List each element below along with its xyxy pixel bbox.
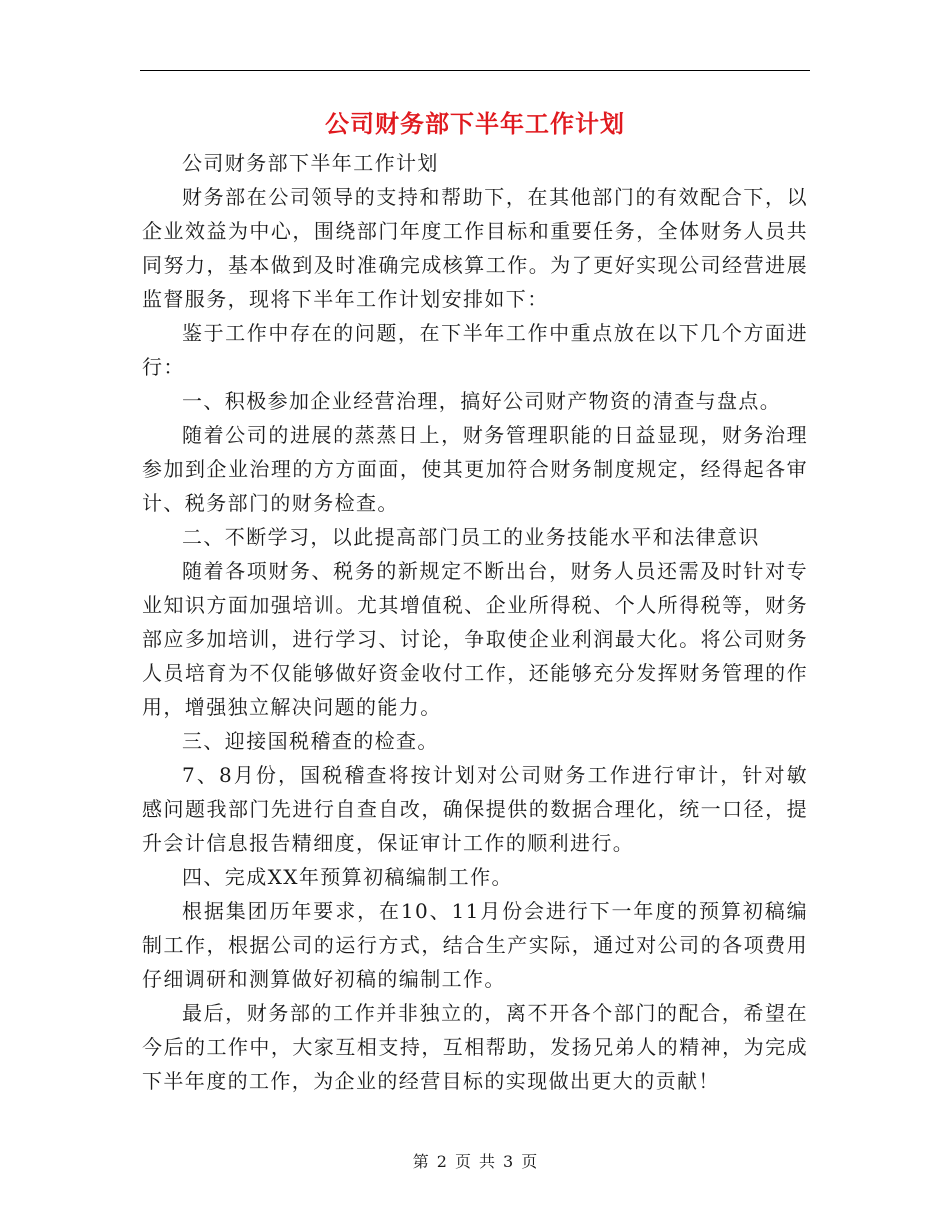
- document-title: 公司财务部下半年工作计划: [325, 109, 625, 138]
- footer-total-pages: 3: [503, 1152, 514, 1171]
- paragraph-section-3: 7、8月份，国税稽查将按计划对公司财务工作进行审计，针对敏感问题我部门先进行自查自改，确保提供的数据合理化，统一口径，提升会计信息报告精细度，保证审计工作的顺利进行。: [142, 763, 808, 855]
- paragraph-intro: 财务部在公司领导的支持和帮助下，在其他部门的有效配合下，以企业效益为中心，围绕部门年度工作目标和重要任务，全体财务人员共同努力，基本做到及时准确完成核算工作。为了更好实现公司经营进展监督服务，现将下半年工作计划安排如下：: [142, 185, 808, 311]
- footer-prefix: 第: [412, 1152, 429, 1171]
- section-heading-2: 二、不断学习，以此提高部门员工的业务技能水平和法律意识: [182, 525, 760, 549]
- footer-current-page: 2: [436, 1152, 447, 1171]
- paragraph-conclusion: 最后，财务部的工作并非独立的，离不开各个部门的配合，希望在今后的工作中，大家互相支持，互相帮助，发扬兄弟人的精神，为完成下半年度的工作，为企业的经营目标的实现做出更大的贡献！: [142, 1001, 808, 1093]
- section-heading-1: 一、积极参加企业经营治理，搞好公司财产物资的清查与盘点。: [182, 389, 782, 413]
- header-rule: [140, 70, 810, 71]
- footer-total-prefix: 共: [479, 1152, 496, 1171]
- section-heading-3: 三、迎接国税稽查的检查。: [182, 729, 439, 753]
- paragraph-subtitle: 公司财务部下半年工作计划: [182, 151, 439, 175]
- section-heading-4: 四、完成XX年预算初稿编制工作。: [182, 865, 513, 889]
- paragraph-section-4: 根据集团历年要求，在10、11月份会进行下一年度的预算初稿编制工作，根据公司的运行方式，结合生产实际，通过对公司的各项费用仔细调研和测算做好初稿的编制工作。: [142, 899, 808, 991]
- page-footer: [0, 1150, 950, 1174]
- footer-page-word: 页: [454, 1152, 471, 1171]
- paragraph-section-2: 随着各项财务、税务的新规定不断出台，财务人员还需及时针对专业知识方面加强培训。尤其增值税、企业所得税、个人所得税等，财务部应多加培训，进行学习、讨论，争取使企业利润最大化。将公司财务人员培育为不仅能够做好资金收付工作，还能够充分发挥财务管理的作用，增强独立解决问题的能力。: [142, 559, 808, 719]
- paragraph-section-1: 随着公司的进展的蒸蒸日上，财务管理职能的日益显现，财务治理参加到企业治理的方方面面，使其更加符合财务制度规定，经得起各审计、税务部门的财务检查。: [142, 423, 808, 515]
- paragraph-focus: 鉴于工作中存在的问题，在下半年工作中重点放在以下几个方面进行：: [142, 321, 808, 379]
- document-body: [142, 146, 808, 1098]
- footer-total-word: 页: [521, 1152, 538, 1171]
